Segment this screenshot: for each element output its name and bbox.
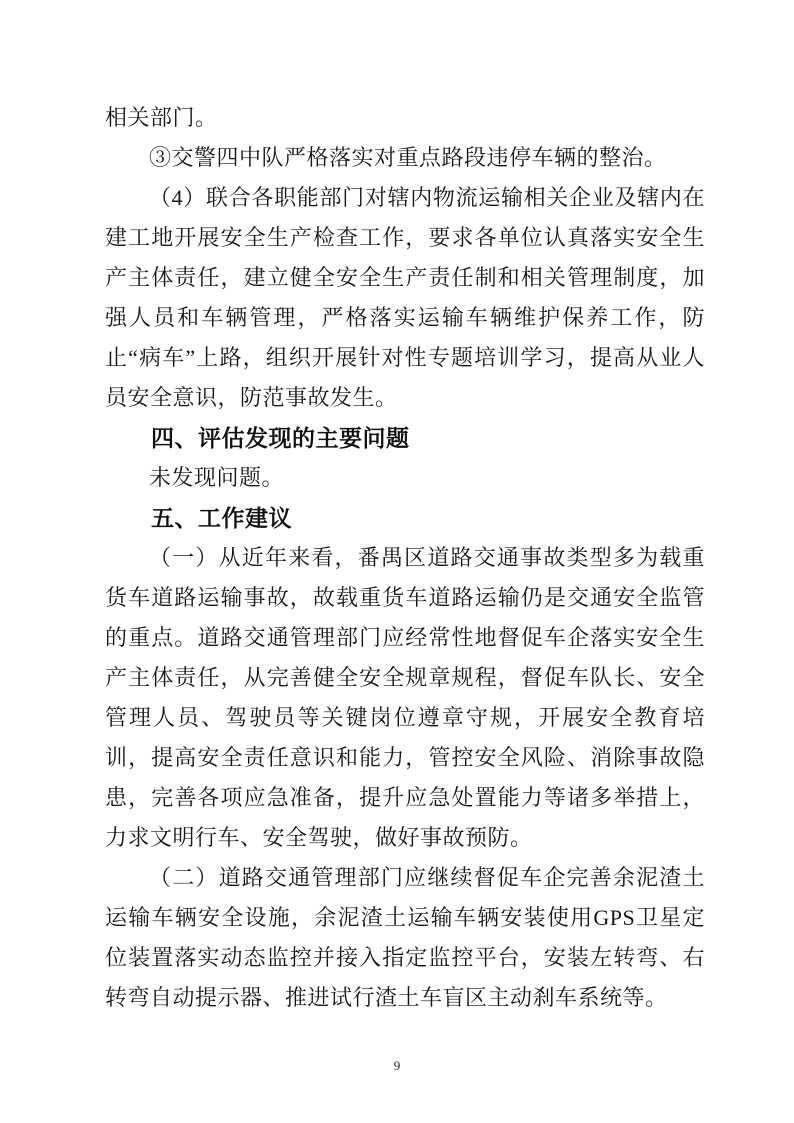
- paragraph-item-4: （4）联合各职能部门对辖内物流运输相关企业及辖内在建工地开展安全生产检查工作，要求各单位认真落实安全生产主体责任，建立健全安全生产责任制和相关管理制度，加强人员和车辆管理，严格落实运输车辆维护保养工作，防止“病车”上路，组织开展针对性专题培训学习，提高从业人员安全意识，防范事故发生。: [105, 185, 705, 410]
- page-content: [105, 98, 705, 1018]
- paragraph-suggestion-2: （二）道路交通管理部门应继续督促车企完善余泥渣土运输车辆安全设施，余泥渣土运输车辆安装使用GPS卫星定位装置落实动态监控并接入指定监控平台，安装左转弯、右转弯自动提示器、推进试行渣土车盲区主动刹车系统等。: [105, 865, 705, 1010]
- page-number: 9: [393, 1058, 401, 1073]
- paragraph-item-circle3: ③交警四中队严格落实对重点路段违停车辆的整治。: [149, 145, 667, 170]
- section-heading-4: 四、评估发现的主要问题: [151, 425, 410, 451]
- paragraph-no-issues: 未发现问题。: [149, 465, 285, 490]
- section-heading-5: 五、工作建议: [151, 505, 292, 531]
- paragraph-continuation: 相关部门。: [105, 105, 218, 130]
- paragraph-suggestion-1: （一）从近年来看，番禺区道路交通事故类型多为载重货车道路运输事故，故载重货车道路运输仍是交通安全监管的重点。道路交通管理部门应经常性地督促车企落实安全生产主体责任，从完善健全安全规章规程，督促车队长、安全管理人员、驾驶员等关键岗位遵章守规，开展安全教育培训，提高安全责任意识和能力，管控安全风险、消除事故隐患，完善各项应急准备，提升应急处置能力等诸多举措上，力求文明行车、安全驾驶，做好事故预防。: [105, 545, 705, 850]
